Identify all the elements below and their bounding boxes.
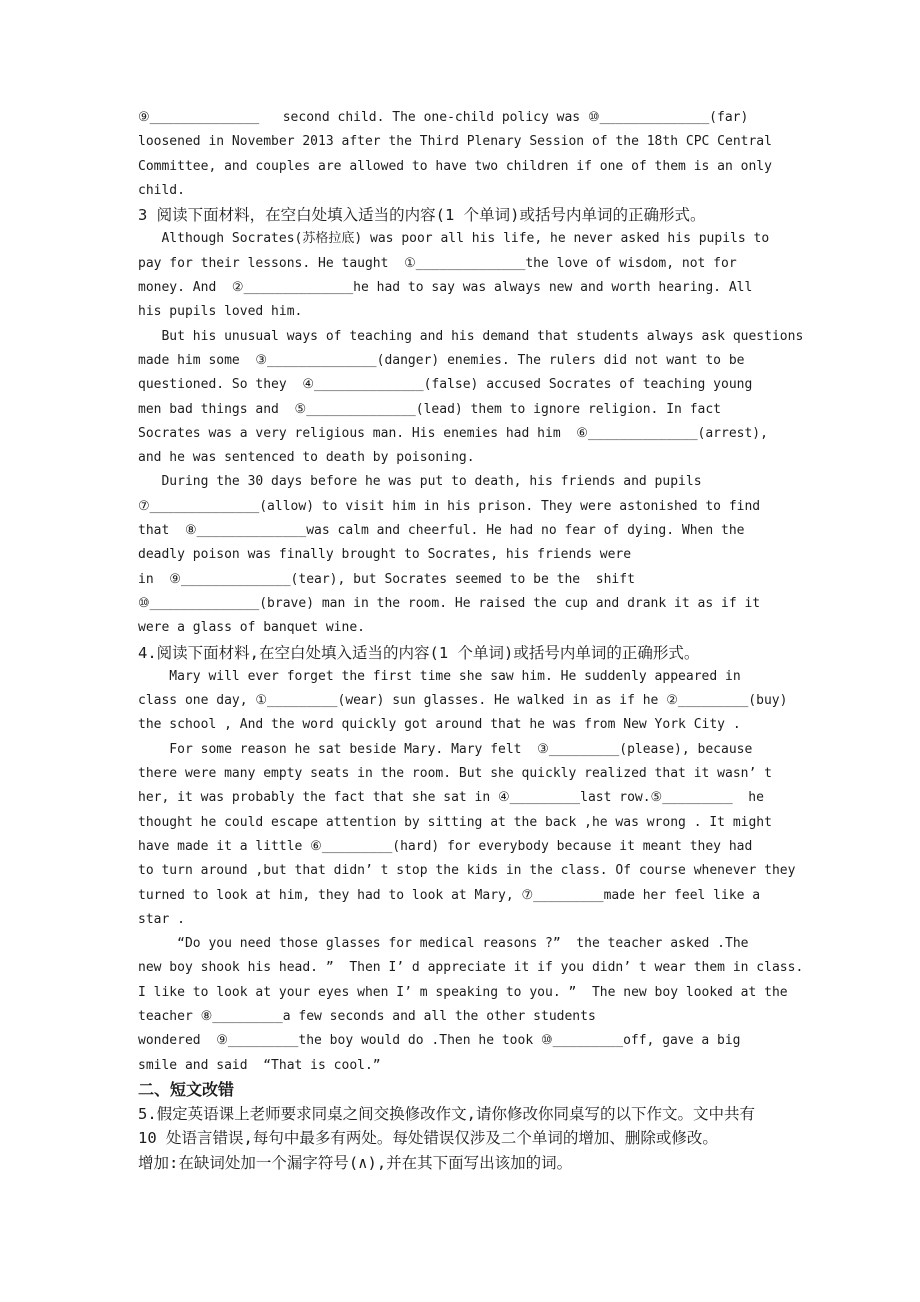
grammar-fill-2-continuation-line: loosened in November 2013 after the Third Plenary Session of the 18th CPC Central — [138, 134, 772, 150]
exercise-4-line: class one day, ①_________(wear) sun glasses. He walked in as if he ②_________(buy) — [138, 693, 788, 709]
exercise-4-line: For some reason he sat beside Mary. Mary felt ③_________(please), because — [138, 741, 753, 757]
exercise-3-line: questioned. So they ④______________(false) accused Socrates of teaching young — [138, 377, 753, 393]
exercise-3-line: made him some ③______________(danger) enemies. The rulers did not want to be — [138, 352, 745, 368]
exercise-3-line: money. And ②______________he had to say was always new and worth hearing. All — [138, 280, 753, 296]
exercise-3-line: deadly poison was finally brought to Socrates, his friends were — [138, 547, 632, 563]
exercise-3-line: ⑩______________(brave) man in the room. He raised the cup and drank it as if it — [138, 595, 761, 611]
exercise-4-line: have made it a little ⑥_________(hard) for everybody because it meant they had — [138, 838, 753, 854]
exercise-4-line: Mary will ever forget the first time she saw him. He suddenly appeared in — [138, 668, 741, 684]
exercise-3-line: were a glass of banquet wine. — [138, 620, 365, 636]
exercise-3-line: Although Socrates(苏格拉底) was poor all his life, he never asked his pupils to — [138, 231, 770, 247]
exercise-4-line: “Do you need those glasses for medical reasons ?” the teacher asked .The — [138, 936, 749, 952]
exercise-4-line: teacher ⑧_________a few seconds and all the other students — [138, 1008, 596, 1024]
exercise-4-line: wondered ⑨_________the boy would do .Then he took ⑩_________off, gave a big — [138, 1033, 741, 1049]
exercise-3-line: pay for their lessons. He taught ①______________the love of wisdom, not for — [138, 255, 737, 271]
exercise-4-line: smile and said “That is cool.” — [138, 1057, 381, 1073]
exercise-3-line: and he was sentenced to death by poisoning. — [138, 450, 475, 466]
exercise-4-line: star . — [138, 911, 185, 927]
exercise-4-line: there were many empty seats in the room. But she quickly realized that it wasn’ t — [138, 766, 772, 782]
exercise-4-line: thought he could escape attention by sitting at the back ,he was wrong . It might — [138, 814, 772, 830]
exercise-3-line: his pupils loved him. — [138, 304, 303, 320]
grammar-fill-2-continuation-line: child. — [138, 182, 185, 198]
section-2-heading-line: 二、短文改错 — [138, 1079, 235, 1099]
exercise-4-line: new boy shook his head. ” Then I’ d appreciate it if you didn’ t wear them in class. — [138, 960, 804, 976]
exercise-3-line: ⑦______________(allow) to visit him in his prison. They were astonished to find — [138, 498, 761, 514]
exercise-3-line: men bad things and ⑤______________(lead) them to ignore religion. In fact — [138, 401, 722, 417]
exercise-4-line: the school , And the word quickly got around that he was from New York City . — [138, 717, 741, 733]
exercise-3-line: 3 阅读下面材料，在空白处填入适当的内容(1 个单词)或括号内单词的正确形式。 — [138, 206, 706, 225]
exercise-4-line: I like to look at your eyes when I’ m speaking to you. ” The new boy looked at the — [138, 984, 788, 1000]
exercise-4-line: to turn around ,but that didn’ t stop the kids in the class. Of course whenever they — [138, 863, 796, 879]
exercise-4-line: her, it was probably the fact that she sat in ④_________last row.⑤_________ he — [138, 790, 764, 806]
exercise-3-line: During the 30 days before he was put to death, his friends and pupils — [138, 474, 702, 490]
exercise-3-line: Socrates was a very religious man. His enemies had him ⑥______________(arrest), — [138, 425, 768, 441]
exercise-5-instructions-line: 增加:在缺词处加一个漏字符号(∧),并在其下面写出该加的词。 — [138, 1153, 573, 1172]
exercise-5-instructions-line: 5.假定英语课上老师要求同桌之间交换修改作文,请你修改你同桌写的以下作文。文中共有 — [138, 1105, 755, 1124]
grammar-fill-2-continuation-line: ⑨______________ second child. The one-child policy was ⑩______________(far) — [138, 110, 749, 125]
exercise-4-line: 4.阅读下面材料,在空白处填入适当的内容(1 个单词)或括号内单词的正确形式。 — [138, 643, 700, 662]
grammar-fill-2-continuation-line: Committee, and couples are allowed to have two children if one of them is an only — [138, 158, 772, 174]
exercise-3-line: that ⑧______________was calm and cheerful. He had no fear of dying. When the — [138, 523, 745, 539]
exercise-3-line: But his unusual ways of teaching and his demand that students always ask questions — [138, 328, 804, 344]
exercise-4-line: turned to look at him, they had to look at Mary, ⑦_________made her feel like a — [138, 887, 761, 903]
exercise-3-line: in ⑨______________(tear), but Socrates seemed to be the shift — [138, 571, 635, 587]
worksheet-text-block — [138, 106, 850, 1175]
exercise-5-instructions-line: 10 处语言错误,每句中最多有两处。每处错误仅涉及二个单词的增加、删除或修改。 — [138, 1129, 718, 1148]
